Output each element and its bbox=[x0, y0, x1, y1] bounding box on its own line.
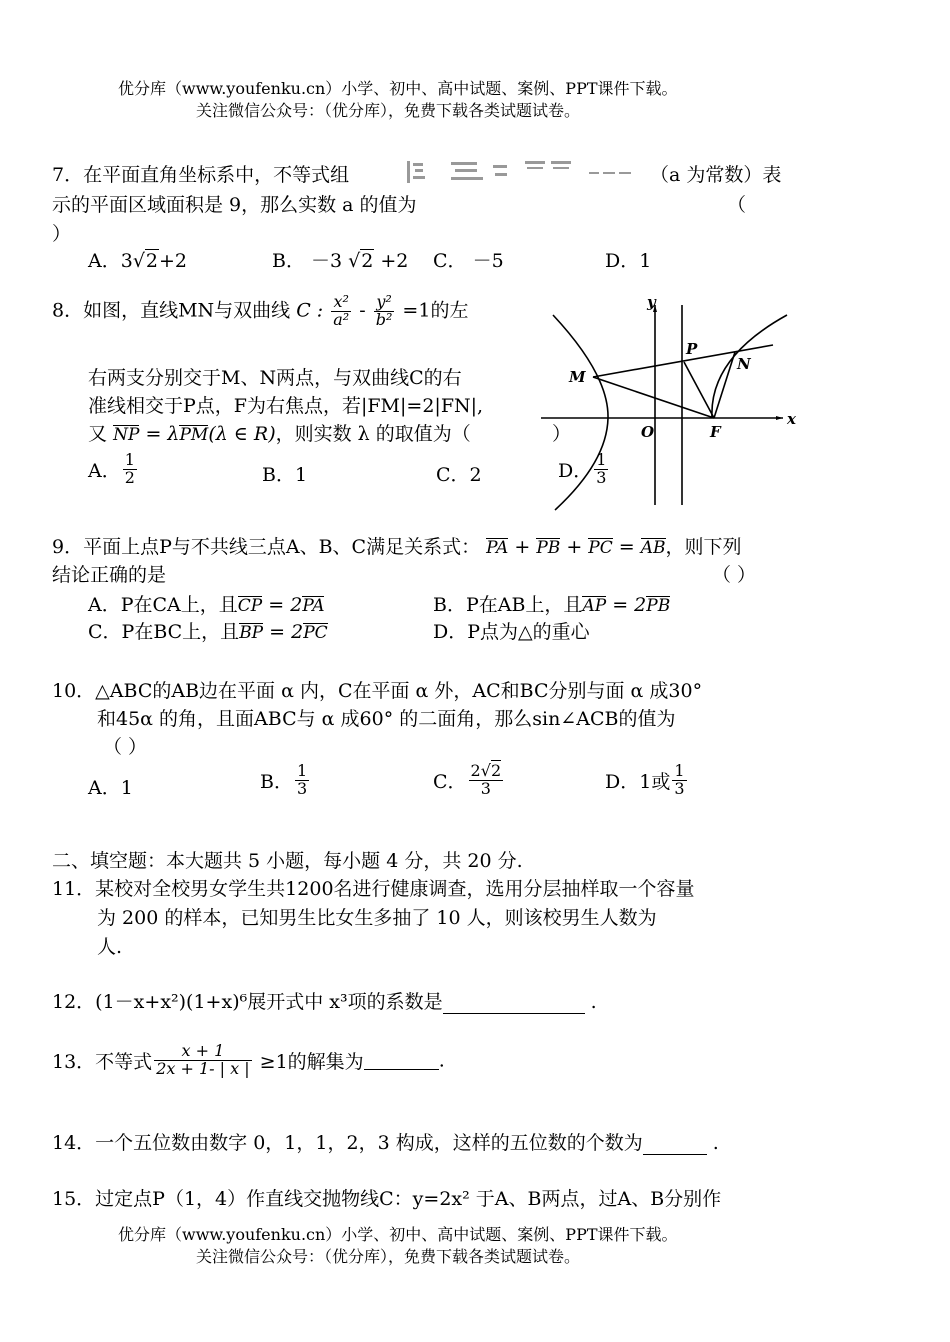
q9-option-a-text: A．P在CA上，且 bbox=[88, 594, 238, 616]
q12-tail: . bbox=[590, 991, 597, 1013]
q8-option-d-fraction: $\frac{1}{3}$ bbox=[596, 450, 607, 487]
q7-inequality-system-image bbox=[403, 157, 645, 187]
q7-option-d: D．1 bbox=[605, 250, 652, 272]
q9-equals: = bbox=[618, 536, 635, 558]
q7-line-1b: （a 为常数）表 bbox=[650, 164, 782, 186]
q8-option-a bbox=[88, 452, 139, 487]
fig-label-o: O bbox=[641, 423, 655, 441]
hyperbola-left-branch bbox=[553, 315, 608, 510]
header-line-2: 关注微信公众号：（优分库），免费下载各类试题试卷。 bbox=[196, 101, 581, 120]
fig-label-m: M bbox=[569, 368, 586, 386]
q8-option-c: C．2 bbox=[436, 464, 482, 486]
q9-line-2: 结论正确的是 bbox=[52, 564, 167, 586]
q9-vector-pb: PB bbox=[536, 538, 561, 558]
fig-label-n: N bbox=[737, 355, 751, 373]
q9-vector-ab: AB bbox=[640, 538, 666, 558]
q8-line-3: 准线相交于P点，F为右焦点，若|FM|=2|FN|, bbox=[88, 395, 484, 417]
q11-line-1: 11．某校对全校男女学生共1200名进行健康调查，选用分层抽样取一个容量 bbox=[52, 878, 695, 900]
q7-option-b-tail: +2 bbox=[380, 250, 409, 272]
fig-label-y: y bbox=[647, 293, 656, 311]
q11-line-2: 为 200 的样本，已知男生比女生多抽了 10 人，则该校男生人数为 bbox=[97, 907, 657, 929]
q9-option-c-text: C．P在BC上，且 bbox=[88, 621, 240, 643]
q9-option-b-vec-left: AP bbox=[582, 596, 607, 616]
q9-plus-1: + bbox=[514, 536, 531, 558]
q8-line-4b: ，则实数 λ 的取值为（ bbox=[275, 423, 471, 445]
q8-hyperbola-figure bbox=[535, 290, 800, 515]
q10-paren: （ ） bbox=[103, 736, 148, 758]
q7-option-b-sqrt: √2 bbox=[348, 250, 374, 272]
q9-option-c bbox=[88, 617, 328, 644]
q10-option-c bbox=[433, 763, 505, 798]
q15-line: 15．过定点P（1，4）作直线交抛物线C：y=2x² 于A、B两点，过A、B分别作 bbox=[52, 1188, 722, 1210]
q9-option-b-text: B．P在AB上，且 bbox=[433, 594, 583, 616]
q9-line-1 bbox=[52, 532, 742, 559]
q8-line-1b: 的左 bbox=[430, 299, 469, 322]
q14-text: 14．一个五位数由数字 0，1，1，2，3 构成，这样的五位数的个数为 bbox=[52, 1132, 643, 1154]
fig-label-x: x bbox=[787, 410, 796, 428]
q9-option-b-vec-right: PB bbox=[646, 596, 671, 616]
q8-vector-pm: PM bbox=[179, 425, 209, 445]
q9-option-d: D．P点为△的重心 bbox=[433, 621, 590, 643]
q13-tail: . bbox=[438, 1049, 445, 1072]
q8-option-b: B．1 bbox=[262, 464, 308, 486]
q12-text: 12．(1－x+x²)(1+x)⁶展开式中 x³项的系数是 bbox=[52, 991, 443, 1013]
q13-relation: ≥1的解集为 bbox=[259, 1050, 364, 1073]
q8-paren-close: ） bbox=[552, 423, 572, 445]
q13-label: 13．不等式 bbox=[52, 1050, 153, 1073]
q9-plus-2: + bbox=[566, 536, 583, 558]
q10-option-c-fraction: $\frac{2√2}{3}$ bbox=[470, 761, 502, 798]
q8-line-4-cond: (λ ∈ R) bbox=[208, 423, 276, 445]
q11-line-3: 人. bbox=[97, 936, 123, 958]
q14-answer-blank[interactable] bbox=[643, 1136, 707, 1155]
footer-line-2: 关注微信公众号：（优分库），免费下载各类试题试卷。 bbox=[196, 1247, 581, 1266]
q10-option-b-label: B． bbox=[260, 770, 293, 793]
q9-option-b-mid: = 2 bbox=[612, 594, 647, 616]
q7-option-a bbox=[88, 246, 187, 273]
q8-line-4 bbox=[88, 419, 471, 446]
q10-option-c-label: C． bbox=[433, 770, 467, 793]
q10-option-d-label: D．1或 bbox=[605, 770, 671, 793]
q7-option-a-label: A．3 bbox=[88, 250, 133, 272]
q8-vector-np: NP bbox=[113, 425, 140, 445]
q8-line-1 bbox=[52, 294, 468, 329]
q7-paren-open: （ bbox=[727, 194, 747, 216]
q13-fraction: $\frac{x + 1}{2x + 1- | x |}$ bbox=[156, 1041, 250, 1078]
q9-vector-pc: PC bbox=[588, 538, 613, 558]
q7-line-1a: 7．在平面直角坐标系中，不等式组 bbox=[52, 164, 350, 186]
q8-option-a-label: A． bbox=[88, 459, 121, 482]
q12-answer-blank[interactable] bbox=[443, 995, 585, 1014]
q8-line-1a: 8．如图，直线MN与双曲线 bbox=[52, 299, 291, 322]
q9-option-a-vec-left: CP bbox=[237, 596, 263, 616]
fig-label-f: F bbox=[710, 423, 721, 441]
q10-option-d-fraction: $\frac{1}{3}$ bbox=[674, 761, 685, 798]
x-axis-arrow bbox=[776, 416, 783, 420]
q8-fraction-x: $\frac{\text{x²}}{\text{a²}}$ bbox=[333, 292, 350, 329]
q9-option-c-vec-left: BP bbox=[239, 623, 264, 643]
q9-vector-pa: PA bbox=[486, 538, 509, 558]
q9-option-a-vec-right: PA bbox=[302, 596, 325, 616]
q8-minus: - bbox=[359, 299, 366, 322]
q8-fraction-y: $\frac{\text{y²}}{\text{b²}}$ bbox=[375, 292, 393, 329]
q9-paren: （ ） bbox=[712, 564, 757, 586]
q10-option-d bbox=[605, 763, 689, 798]
q7-option-b bbox=[272, 246, 408, 273]
q8-line-2: 右两支分别交于M、N两点，与双曲线C的右 bbox=[88, 367, 462, 389]
q8-equals-one: =1 bbox=[402, 299, 431, 322]
q7-paren-close: ） bbox=[52, 223, 72, 245]
q8-option-d-label: D． bbox=[558, 459, 593, 482]
q8-line-4-eq: = λ bbox=[145, 423, 180, 445]
q7-option-a-tail: +2 bbox=[159, 250, 188, 272]
footer-line-1: 优分库（www.youfenku.cn）小学、初中、高中试题、案例、PPT课件下载。 bbox=[118, 1225, 678, 1244]
q10-line-1: 10．△ABC的AB边在平面 α 内，C在平面 α 外，AC和BC分别与面 α 成30° bbox=[52, 680, 703, 702]
q13-answer-blank[interactable] bbox=[364, 1051, 439, 1070]
q9-line-1b: ，则下列 bbox=[665, 536, 742, 558]
q9-option-c-vec-right: PC bbox=[303, 623, 328, 643]
q7-option-c: C． －5 bbox=[433, 250, 504, 272]
header-line-1: 优分库（www.youfenku.cn）小学、初中、高中试题、案例、PPT课件下载。 bbox=[118, 79, 678, 98]
fig-label-p: P bbox=[686, 340, 698, 358]
q9-line-1a: 9．平面上点P与不共线三点A、B、C满足关系式： bbox=[52, 536, 481, 558]
q9-option-c-mid: = 2 bbox=[269, 621, 304, 643]
section-2-heading: 二、填空题：本大题共 5 小题，每小题 4 分，共 20 分. bbox=[52, 850, 523, 872]
q9-option-a-mid: = 2 bbox=[268, 594, 303, 616]
q13-line bbox=[52, 1043, 445, 1078]
q9-option-a bbox=[88, 590, 324, 617]
q14-line bbox=[52, 1128, 719, 1155]
q7-option-a-sqrt: √2 bbox=[132, 250, 159, 272]
q9-option-b bbox=[433, 590, 670, 617]
q8-curve-c: C : bbox=[296, 299, 324, 322]
q10-option-b-fraction: $\frac{1}{3}$ bbox=[296, 761, 308, 798]
q10-option-a: A．1 bbox=[88, 777, 133, 799]
q7-line-2: 示的平面区域面积是 9，那么实数 a 的值为 bbox=[52, 194, 417, 216]
q10-option-b bbox=[260, 763, 311, 798]
q8-option-a-fraction: $\frac{1}{2}$ bbox=[124, 450, 135, 487]
q10-line-2: 和45α 的角，且面ABC与 α 成60° 的二面角，那么sin∠ACB的值为 bbox=[97, 708, 676, 730]
q14-tail: . bbox=[712, 1132, 719, 1154]
q8-line-4a: 又 bbox=[88, 423, 108, 445]
q7-option-b-label: B． －3 bbox=[272, 250, 343, 272]
q12-line bbox=[52, 987, 597, 1014]
